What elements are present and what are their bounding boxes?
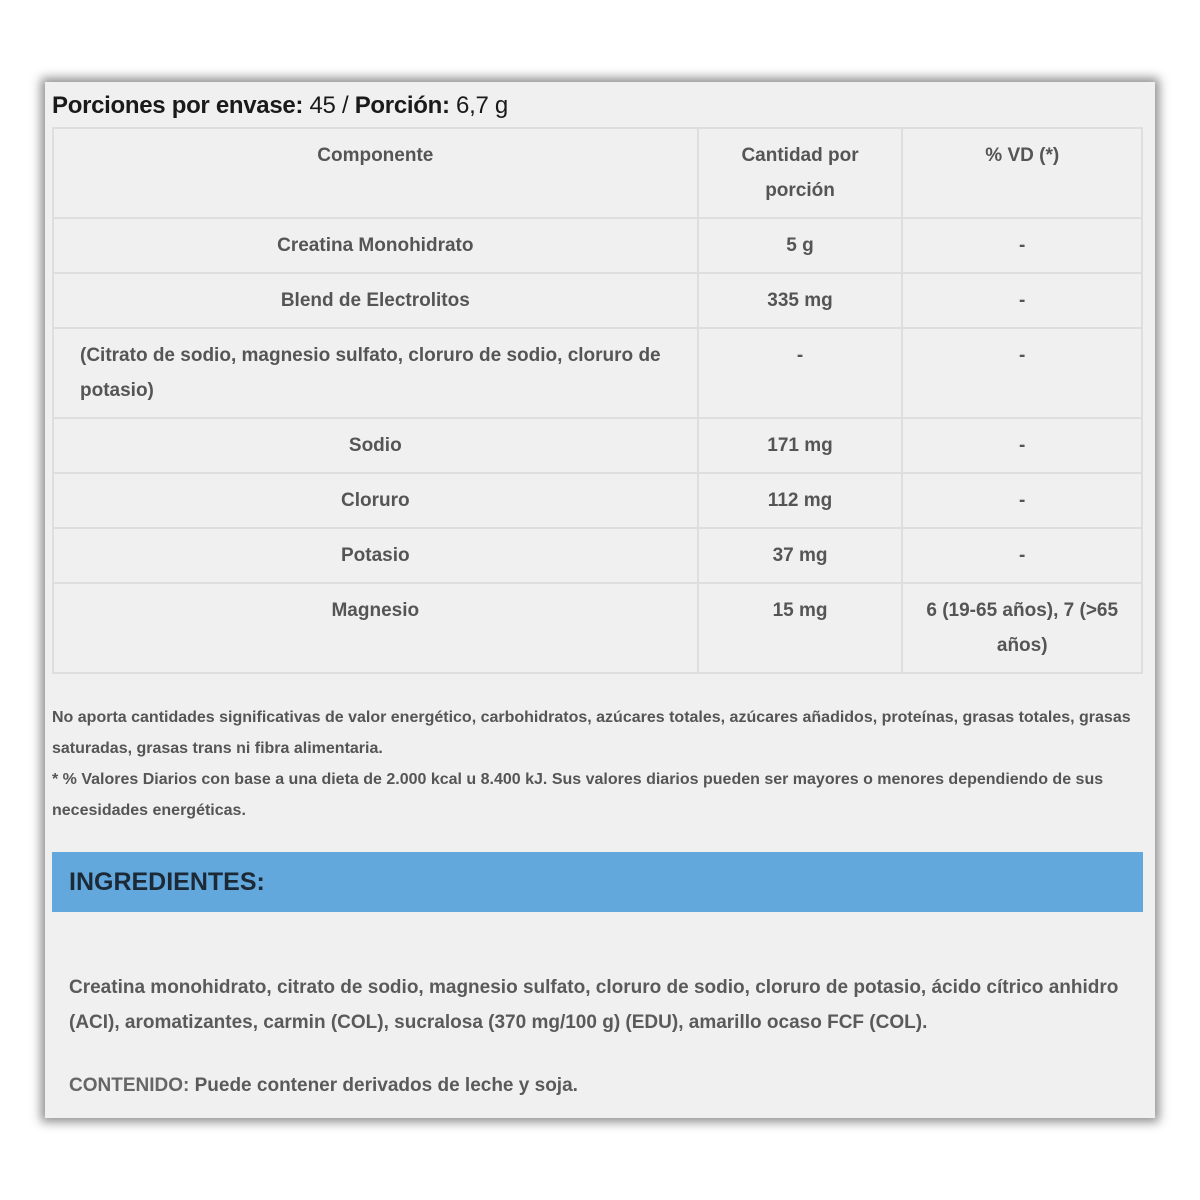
contenido-text: Puede contener derivados de leche y soja. <box>189 1075 578 1096</box>
vd-cell: - <box>902 418 1142 473</box>
amount-cell: 37 mg <box>698 528 903 583</box>
ingredients-header-band <box>52 852 1143 912</box>
table-row <box>53 273 1142 328</box>
table-row <box>53 473 1142 528</box>
portion-value: 6,7 g <box>449 92 508 119</box>
amount-cell: 112 mg <box>698 473 903 528</box>
component-cell: Cloruro <box>53 473 698 528</box>
column-header: Componente <box>53 128 698 218</box>
servings-label: Porciones por envase: <box>52 92 304 119</box>
vd-cell: - <box>902 528 1142 583</box>
vd-cell: - <box>902 273 1142 328</box>
vd-cell: - <box>902 473 1142 528</box>
footnote-daily-values: * % Valores Diarios con base a una dieta de 2.000 kcal u 8.400 kJ. Sus valores diarios pueden ser mayores o menores dependiendo de sus necesidades energéticas. <box>52 771 1104 819</box>
nutrition-card <box>45 82 1155 1118</box>
component-cell: Blend de Electrolitos <box>53 273 698 328</box>
nutrition-table <box>52 127 1143 674</box>
component-cell: Sodio <box>53 418 698 473</box>
amount-cell: 171 mg <box>698 418 903 473</box>
vd-cell: - <box>902 218 1142 273</box>
component-cell: Potasio <box>53 528 698 583</box>
table-row <box>53 218 1142 273</box>
amount-cell: 335 mg <box>698 273 903 328</box>
ingredients-heading: INGREDIENTES: <box>69 868 265 896</box>
amount-cell: - <box>698 328 903 418</box>
table-row <box>53 418 1142 473</box>
table-header-row <box>53 128 1142 218</box>
contenido-label: CONTENIDO: <box>69 1075 190 1096</box>
table-row <box>53 583 1142 673</box>
table-row <box>53 528 1142 583</box>
footnote-no-significant: No aporta cantidades significativas de valor energético, carbohidratos, azúcares totales, azúcares añadidos, proteínas, grasas totales, grasas saturadas, grasas trans ni fibra alimentaria. <box>52 709 1131 757</box>
footnotes <box>52 702 1142 826</box>
contenido-note <box>69 1075 578 1097</box>
vd-cell: 6 (19-65 años), 7 (>65 años) <box>902 583 1142 673</box>
servings-value: 45 / <box>303 92 355 119</box>
vd-cell: - <box>902 328 1142 418</box>
column-header: Cantidad por porción <box>698 128 903 218</box>
amount-cell: 5 g <box>698 218 903 273</box>
servings-title <box>52 92 508 120</box>
portion-label: Porción: <box>354 92 450 119</box>
amount-cell: 15 mg <box>698 583 903 673</box>
column-header: % VD (*) <box>902 128 1142 218</box>
component-cell: Creatina Monohidrato <box>53 218 698 273</box>
ingredients-text: Creatina monohidrato, citrato de sodio, magnesio sulfato, cloruro de sodio, cloruro de potasio, ácido cítrico anhidro (ACI), aromatizantes, carmin (COL), sucralosa (370 mg/100 g) (EDU), amarillo ocaso FCF (COL). <box>69 977 1119 1033</box>
component-cell: (Citrato de sodio, magnesio sulfato, cloruro de sodio, cloruro de potasio) <box>53 328 698 418</box>
table-row <box>53 328 1142 418</box>
component-cell: Magnesio <box>53 583 698 673</box>
